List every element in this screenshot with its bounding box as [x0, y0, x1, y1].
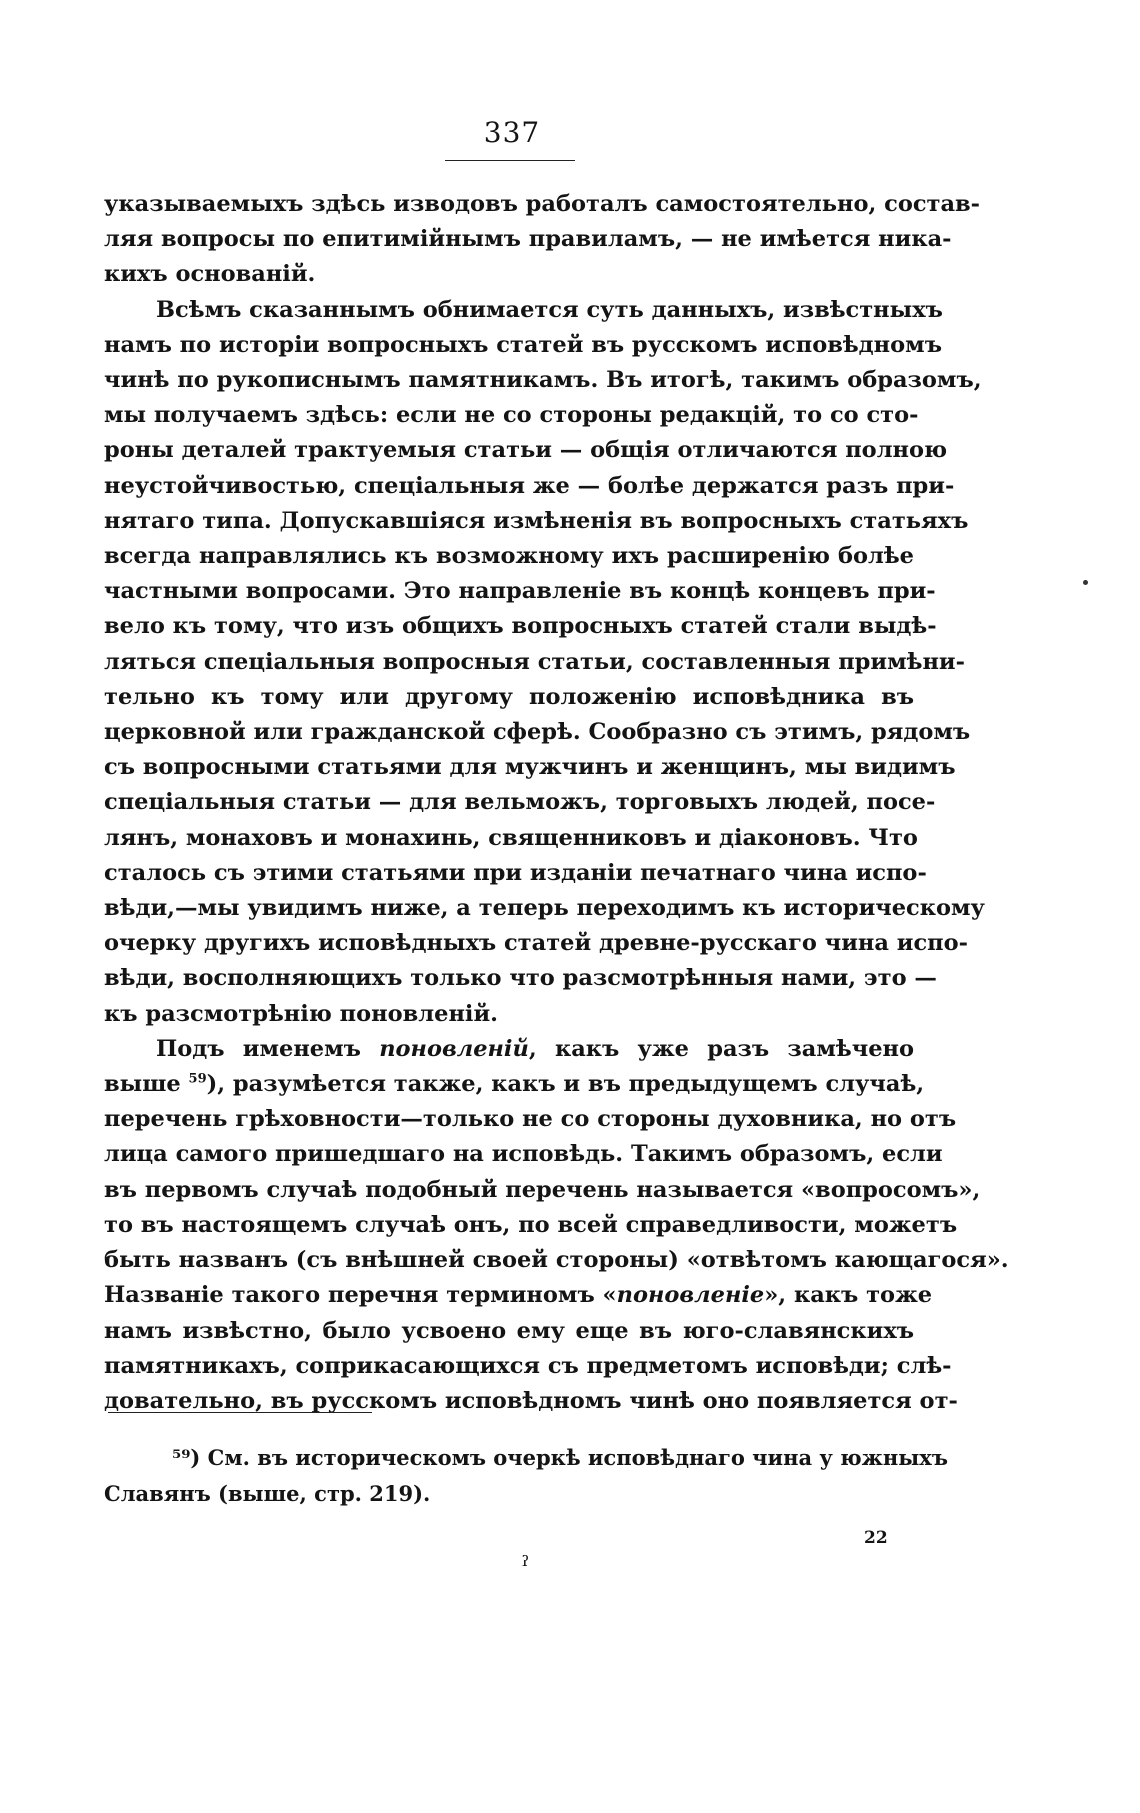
text-line: лица самого пришедшаго на исповѣдь. Такимъ образомъ, если — [104, 1141, 943, 1168]
text-line: указываемыхъ здѣсь изводовъ работалъ самостоятельно, состав- — [104, 191, 981, 217]
text-line: церковной или гражданской сферѣ. Сообразно съ этимъ, рядомъ — [104, 719, 971, 746]
page-number: 337 — [483, 116, 541, 149]
footnote-line: ⁵⁹) См. въ историческомъ очеркѣ исповѣднаго чина у южныхъ — [172, 1445, 948, 1470]
text-line: Подъ именемъ поновленій, какъ уже разъ замѣчено — [156, 1035, 914, 1062]
text-line: Всѣмъ сказаннымъ обнимается суть данныхъ, извѣстныхъ — [156, 296, 943, 323]
text-line: ляться спеціальныя вопросныя статьи, составленныя примѣни- — [104, 648, 965, 675]
text-line: довательно, въ русскомъ исповѣдномъ чинѣ оно появляется от- — [104, 1387, 958, 1414]
footnote-separator — [108, 1412, 372, 1413]
text-line: неустойчивостью, спеціальныя же — болѣе держатся разъ при- — [104, 472, 955, 499]
text-line: кихъ основаній. — [104, 261, 316, 288]
text-line: перечень грѣховности—только не со стороны духовника, но отъ — [104, 1106, 957, 1133]
text-line: спеціальныя статьи — для вельможъ, торговыхъ людей, посе- — [104, 789, 936, 816]
text-line: всегда направлялись къ возможному ихъ расширенію болѣе — [104, 543, 914, 570]
text-line: вело къ тому, что изъ общихъ вопросныхъ статей стали выдѣ- — [104, 613, 937, 640]
bottom-mark: ˀ — [522, 1552, 530, 1582]
text-line: ляя вопросы по епитимійнымъ правиламъ, — не имѣется ника- — [104, 226, 952, 253]
text-line: частными вопросами. Это направленіе въ концѣ концевъ при- — [104, 578, 936, 605]
signature-mark: 22 — [864, 1528, 888, 1548]
text-line: быть названъ (съ внѣшней своей стороны) «отвѣтомъ кающагося». — [104, 1247, 1009, 1274]
text-line: роны деталей трактуемыя статьи — общія отличаются полною — [104, 437, 948, 464]
footnote-marker: ⁵⁹ — [172, 1445, 191, 1470]
text-line: нятаго типа. Допускавшіяся измѣненія въ вопросныхъ статьяхъ — [104, 507, 969, 534]
text-line: тельно къ тому или другому положенію исповѣдника въ — [104, 683, 914, 710]
text-line: выше $^{59}$), разумѣется также, какъ и въ предыдущемъ случаѣ, — [104, 1071, 925, 1098]
page-number-underline — [445, 160, 575, 161]
text-line: намъ по исторіи вопросныхъ статей въ русскомъ исповѣдномъ — [104, 331, 942, 358]
text-line: мы получаемъ здѣсь: если не со стороны редакцій, то со сто- — [104, 402, 919, 429]
text-line: Названіе такого перечня терминомъ «поновленіе», какъ тоже — [104, 1282, 933, 1309]
italic-term: поновленій — [379, 1035, 529, 1062]
footnote-reference[interactable]: 59 — [188, 1071, 207, 1087]
text-line: вѣди,—мы увидимъ ниже, а теперь переходимъ къ историческому — [104, 895, 985, 922]
paragraph-3 — [104, 1032, 1009, 1419]
paragraph-2 — [104, 293, 985, 1032]
text-line: то въ настоящемъ случаѣ онъ, по всей справедливости, можетъ — [104, 1211, 958, 1238]
main-text — [104, 187, 1009, 1419]
text-line: вѣди, восполняющихъ только что разсмотрѣнныя нами, это — — [104, 965, 937, 992]
text-line: съ вопросными статьями для мужчинъ и женщинъ, мы видимъ — [104, 754, 956, 781]
text-line: памятникахъ, соприкасающихся съ предметомъ исповѣди; слѣ- — [104, 1352, 952, 1379]
italic-term: поновленіе — [616, 1282, 765, 1309]
scan-speck — [1083, 580, 1088, 585]
text-line: въ первомъ случаѣ подобный перечень называется «вопросомъ», — [104, 1176, 981, 1203]
footnote-line: Славянъ (выше, стр. 219). — [104, 1481, 431, 1506]
text-line: къ разсмотрѣнію поновленій. — [104, 1000, 498, 1027]
text-line: сталось съ этими статьями при изданіи печатнаго чина испо- — [104, 859, 927, 886]
paragraph-1 — [104, 187, 981, 293]
text-line: чинѣ по рукописнымъ памятникамъ. Въ итогѣ, такимъ образомъ, — [104, 367, 982, 394]
text-line: намъ извѣстно, было усвоено ему еще въ юго-славянскихъ — [104, 1317, 914, 1344]
text-line: лянъ, монаховъ и монахинь, священниковъ и діаконовъ. Что — [104, 824, 918, 851]
text-line: очерку другихъ исповѣдныхъ статей древне-русскаго чина испо- — [104, 930, 968, 957]
footnote — [104, 1440, 948, 1512]
